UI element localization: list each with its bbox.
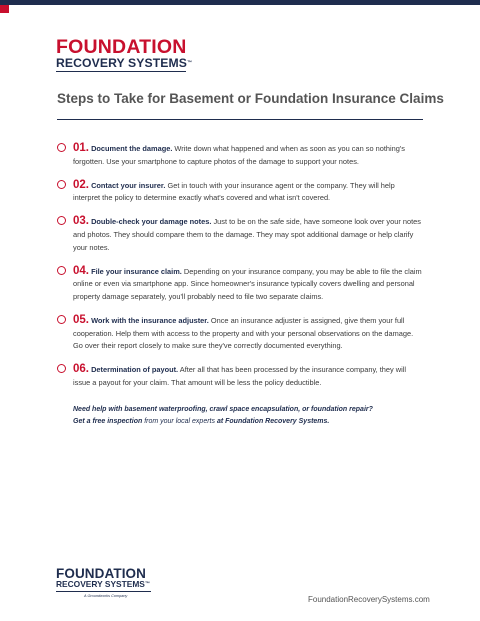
step-heading: Double-check your damage notes.: [91, 217, 212, 227]
logo-underline: [56, 71, 186, 72]
step-number: 05.: [73, 313, 89, 326]
step-text: Once an insurance adjuster is assigned, give them your full cooperation. Help them with access to the property and with your personal observations on the damage. Go over their report closely to make sure they've correctly documented everything.: [73, 315, 414, 351]
header-logo: [56, 38, 192, 72]
circle-bullet-icon: [57, 266, 66, 275]
steps-list: [57, 142, 423, 400]
top-accent-bar: [0, 0, 480, 5]
footer-tagline: A Groundworks Company: [84, 594, 128, 598]
cta-question: Need help with basement waterproofing, crawl space encapsulation, or foundation repair?: [73, 406, 373, 413]
step-number: 03.: [73, 215, 89, 228]
step-number: 06.: [73, 363, 89, 376]
step-text: Depending on your insurance company, you may be able to file the claim online or even via smartphone app. Since homeowner's insurance typically covers dwelling and personal property damage separately, you'll probably need to file two separate claims.: [73, 266, 422, 301]
logo-wordmark-recovery: RECOVERY SYSTEMS™: [56, 56, 193, 70]
title-divider: [57, 119, 423, 120]
call-to-action: [73, 404, 433, 427]
step-number: 02.: [73, 178, 89, 191]
step-text: Just to be on the safe side, have someone look over your notes and photos. They should compare them to the damage. They may spot additional damage or help clarify your notes.: [73, 217, 421, 252]
circle-bullet-icon: [57, 180, 66, 189]
footer-website-link[interactable]: FoundationRecoverySystems.com: [308, 595, 430, 604]
step-text: Write down what happened and when as soon as you can so nothing's forgotten. Use your smartphone to capture photos of the damage to support your notes.: [73, 144, 405, 166]
step-item: [57, 314, 423, 353]
top-corner-accent: [0, 5, 9, 13]
footer-logo-underline: [56, 591, 151, 592]
step-item: [57, 179, 423, 205]
circle-bullet-icon: [57, 143, 66, 152]
step-heading: Work with the insurance adjuster.: [91, 315, 209, 325]
step-item: [57, 142, 423, 168]
footer-logo: [56, 567, 151, 598]
step-number: 01.: [73, 142, 89, 154]
step-heading: Contact your insurer.: [91, 180, 166, 190]
step-text: After all that has been processed by the insurance company, they will issue a payout for your claim. That amount will be less the policy deductible.: [73, 365, 406, 387]
step-heading: File your insurance claim.: [91, 266, 182, 276]
cta-offer: Get a free inspection from your local experts at Foundation Recovery Systems.: [73, 417, 330, 425]
circle-bullet-icon: [57, 315, 66, 324]
logo-wordmark-foundation: FOUNDATION: [56, 36, 187, 58]
step-number: 04.: [73, 264, 89, 277]
page-title: Steps to Take for Basement or Foundation Insurance Claims: [57, 91, 444, 106]
step-heading: Determination of payout.: [91, 365, 179, 375]
step-text: Get in touch with your insurance agent or the company. They will help interpret the policy to determine exactly what's covered and what isn't covered.: [73, 180, 395, 203]
step-item: [57, 215, 423, 254]
circle-bullet-icon: [57, 364, 66, 373]
step-heading: Document the damage.: [91, 144, 173, 153]
footer-wordmark-recovery: RECOVERY SYSTEMS™: [56, 579, 150, 589]
circle-bullet-icon: [57, 216, 66, 225]
step-item: [57, 363, 423, 389]
footer-wordmark-foundation: FOUNDATION: [56, 566, 146, 581]
step-item: [57, 265, 423, 304]
